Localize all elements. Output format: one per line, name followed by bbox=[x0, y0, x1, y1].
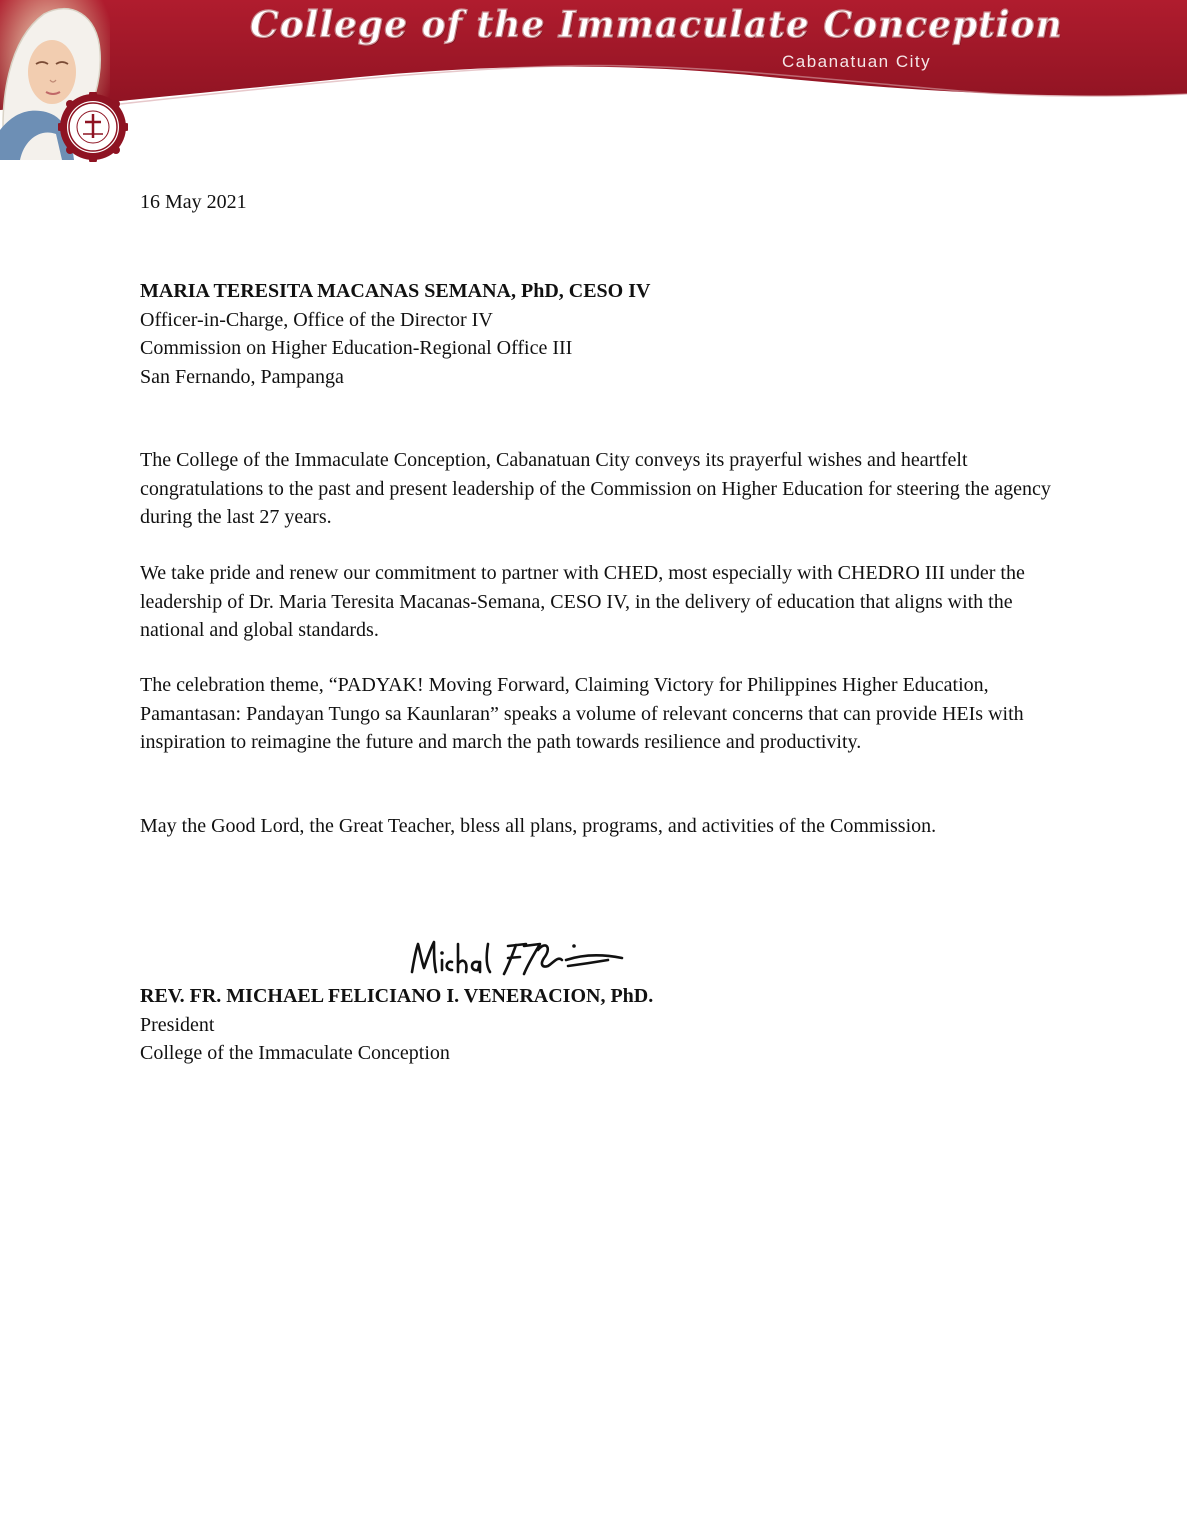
recipient-name: MARIA TERESITA MACANAS SEMANA, PhD, CESO IV bbox=[140, 280, 651, 302]
handwritten-signature bbox=[408, 936, 628, 980]
recipient-position: Officer-in-Charge, Office of the Director IV bbox=[140, 308, 493, 331]
paragraph-congratulations: The College of the Immaculate Conception, Cabanatuan City conveys its prayerful wishes and heartfelt congratulations to the past and present leadership of the Commission on Higher Education for steering the agency during the last 27 years. bbox=[140, 449, 1051, 528]
college-seal bbox=[58, 92, 128, 162]
recipient-address: San Fernando, Pampanga bbox=[140, 365, 344, 388]
recipient-block bbox=[140, 277, 650, 391]
letter-date: 16 May 2021 bbox=[140, 191, 247, 213]
recipient-office: Commission on Higher Education-Regional Office III bbox=[140, 337, 573, 359]
signatory-block bbox=[140, 982, 653, 1068]
paragraph-theme: The celebration theme, “PADYAK! Moving Forward, Claiming Victory for Philippines Higher Education, Pamantasan: Pandayan Tungo sa Kaunlaran” speaks a volume of relevant concerns that can provide HEIs with inspiration to reimagine the future and march the path towards resilience and productivity. bbox=[140, 674, 1024, 753]
signatory-title: President bbox=[140, 1013, 215, 1036]
paragraph-blessing: May the Good Lord, the Great Teacher, bless all plans, programs, and activities of the Commission. bbox=[140, 815, 937, 837]
letterhead bbox=[0, 0, 1187, 160]
paragraph-commitment: We take pride and renew our commitment to partner with CHED, most especially with CHEDRO III under the leadership of Dr. Maria Teresita Macanas-Semana, CESO IV, in the delivery of education that aligns with the national and global standards. bbox=[140, 562, 1025, 641]
letterhead-college-name: College of the Immaculate Conception bbox=[250, 4, 1063, 46]
signatory-institution: College of the Immaculate Conception bbox=[140, 1042, 450, 1064]
signatory-name: REV. FR. MICHAEL FELICIANO I. VENERACION, PhD. bbox=[140, 985, 654, 1007]
letterhead-city: Cabanatuan City bbox=[782, 52, 932, 71]
